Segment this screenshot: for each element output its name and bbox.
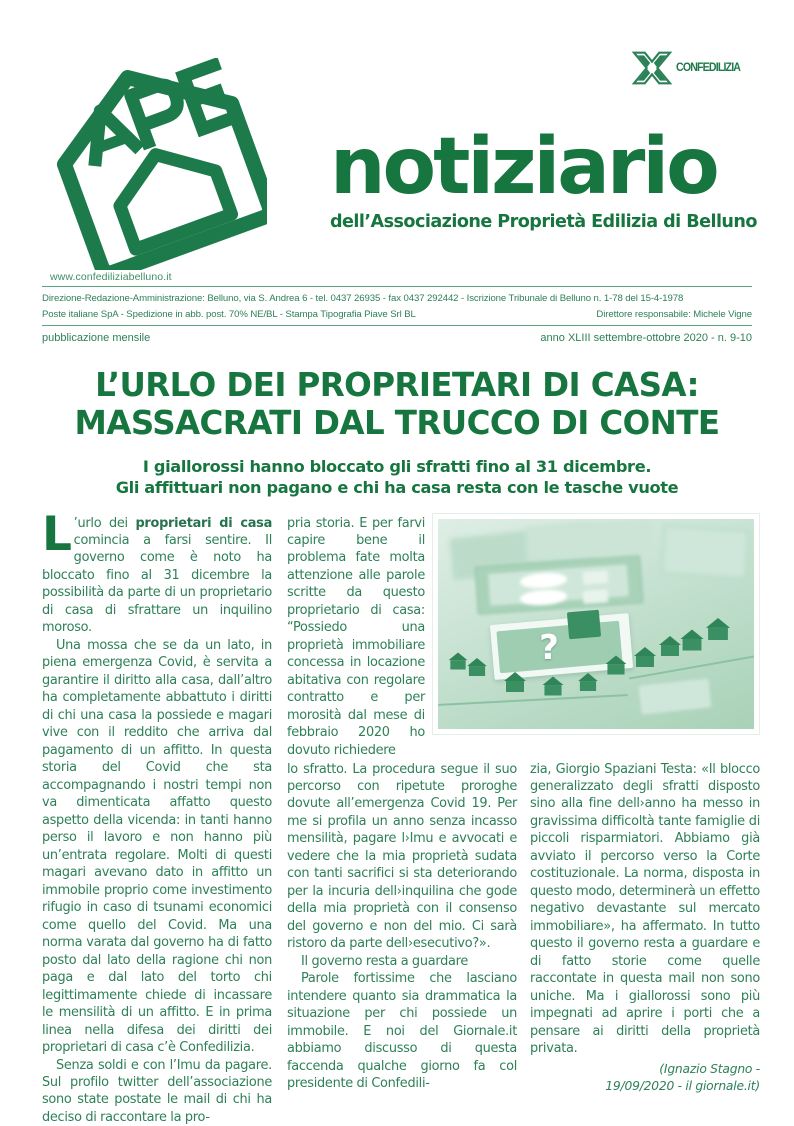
- article-body: [42, 515, 752, 1075]
- col1-p1-bold: proprietari di casa: [135, 516, 272, 531]
- responsible-director: Direttore responsabile: Michele Vigne: [596, 307, 752, 323]
- confedilizia-logo: [632, 48, 754, 88]
- col1-p1-lead: ’urlo dei: [74, 516, 136, 531]
- publication-frequency: pubblicazione mensile: [42, 332, 150, 344]
- paragraph-6: Il governo resta a guardare: [287, 953, 517, 970]
- paragraph-7: Parole fortissime che lasciano intendere quanto sia drammatica la situazione per chi possiede un immobile. E noi del Giornale.it abbiamo discusso di questa faccenda qualche giorno fa col presidente di Confedili-: [287, 970, 517, 1092]
- masthead-info: [0, 287, 794, 325]
- paragraph-5: lo sfratto. La procedura segue il suo percorso con ripetute proroghe dovute all’emergenza Covid 19. Per me si profila un anno senza incasso mensilità, pagare l›Imu e avvocati e vedere che la mia proprietà sudata con tanti sacrifici si sta deteriorando per la incuria dell›inquilina che gode della mia proprietà con il consenso del governo e non del mio. Ci sarà ristoro da parte dell›esecutivo?».: [287, 761, 517, 953]
- publication-bar: [0, 326, 794, 344]
- col1-p1-rest: comincia a farsi sentire. Il governo come è noto ha bloccato fino al 31 dicembre la possibilità da parte di un proprietario di casa di sfrattare un inquilino moroso.: [42, 533, 272, 635]
- website-url[interactable]: www.confediliziabelluno.it: [50, 271, 172, 283]
- paragraph-2: Una mossa che se da un lato, in piena emergenza Covid, è servita a garantire il diritto alla casa, dall’altro ha completamente abbattuto i diritti di chi una casa la possiede e magari vive con il reddito che arriva dal pagamento di un affitto. In questa storia del Covid che sta accompagnando i nostri tempi non va dimenticata affatto questo aspetto della vicenda: in tanti hanno perso il lavoro e non hanno più un’entrata regolare. Molti di questi magari avevano dato in affitto un immobile proprio come investimento rifugio in caso di tsunami economici come quello del Covid. Ma una norma varata dal governo ha di fatto posto dal lato della ragione chi non paga e dal lato del torto chi legittimamente chiede di incassare le mensilità di un affitto. E in prima linea nella difesa dei diritti dei proprietari di casa c’è Confedilizia.: [42, 637, 272, 1057]
- issue-number: anno XLIII settembre-ottobre 2020 - n. 9-10: [540, 332, 752, 344]
- info-line-1-row: [42, 291, 752, 307]
- byline-author: (Ignazio Stagno -: [530, 1061, 760, 1078]
- paragraph-1: [42, 515, 272, 637]
- byline-date-source: 19/09/2020 - il giornale.it): [530, 1078, 760, 1095]
- info-line-2-row: [42, 307, 752, 323]
- article-headline: [42, 366, 752, 443]
- body-column-2-bottom: [287, 761, 517, 1093]
- info-line-1: Direzione-Redazione-Amministrazione: Belluno, via S. Andrea 6 - tel. 0437 26935 - fax 0437 292442 - Iscrizione Tribunale di Belluno n. 1-78 del 15-4-1978: [42, 291, 683, 307]
- body-column-2-top: [287, 515, 425, 760]
- article-photo: [432, 513, 760, 735]
- subhead-line-2: Gli affittuari non pagano e chi ha casa resta con le tasche vuote: [42, 477, 752, 498]
- body-column-3: [530, 761, 760, 1096]
- photo-image: [438, 519, 754, 729]
- article-byline: [530, 1061, 760, 1095]
- headline-line-1: L’URLO DEI PROPRIETARI DI CASA:: [42, 366, 752, 404]
- paragraph-4: pria storia. E per farvi capire bene il problema fate molta attenzione alle parole scritte da questo proprietario di casa: “Possiedo una proprietà immobiliare concessa in locazione abitativa con regolare contratto e per morosità dal mese di febbraio 2020 ho dovuto richiedere: [287, 515, 425, 760]
- subhead-line-1: I giallorossi hanno bloccato gli sfratti fino al 31 dicembre.: [42, 456, 752, 477]
- masthead-title-block: [330, 132, 760, 232]
- info-line-2-left: Poste italiane SpA - Spedizione in abb. post. 70% NE/BL - Stampa Tipografia Piave Srl BL: [42, 307, 416, 323]
- masthead-header: [0, 0, 794, 278]
- drop-cap: L: [42, 517, 72, 554]
- paragraph-8: zia, Giorgio Spaziani Testa: «Il blocco generalizzato degli sfratti disposto sino alla fine dell›anno ha messo in gravissima difficoltà tante famiglie di piccoli risparmiatori. Abbiamo già avviato il percorso verso la Corte costituzionale. La norma, disposta in questo modo, determinerà un effetto negativo devastante sul mercato immobiliare», ha affermato. In tutto questo il governo resta a guardare e di fatto storie come quelle raccontate in questa mail non sono uniche. Ma i giallorossi sono più impegnati ad aprire i porti che a pensare ai diritti della proprietà privata.: [530, 761, 760, 1058]
- confedilizia-mark-icon: [632, 50, 672, 86]
- article-subhead: [42, 456, 752, 499]
- body-column-1: [42, 515, 272, 1126]
- masthead-subtitle: dell’Associazione Proprietà Edilizia di Belluno: [330, 212, 760, 232]
- confedilizia-wordmark: CONFEDILIZIA: [676, 62, 740, 74]
- headline-line-2: MASSACRATI DAL TRUCCO DI CONTE: [42, 404, 752, 442]
- question-mark-glyph: ?: [539, 628, 559, 668]
- ape-house-logo: [52, 58, 267, 270]
- page-title: notiziario: [330, 132, 760, 204]
- paragraph-3: Senza soldi e con l’Imu da pagare. Sul profilo twitter dell’associazione sono state postate le mail di chi ha deciso di raccontare la pro-: [42, 1057, 272, 1126]
